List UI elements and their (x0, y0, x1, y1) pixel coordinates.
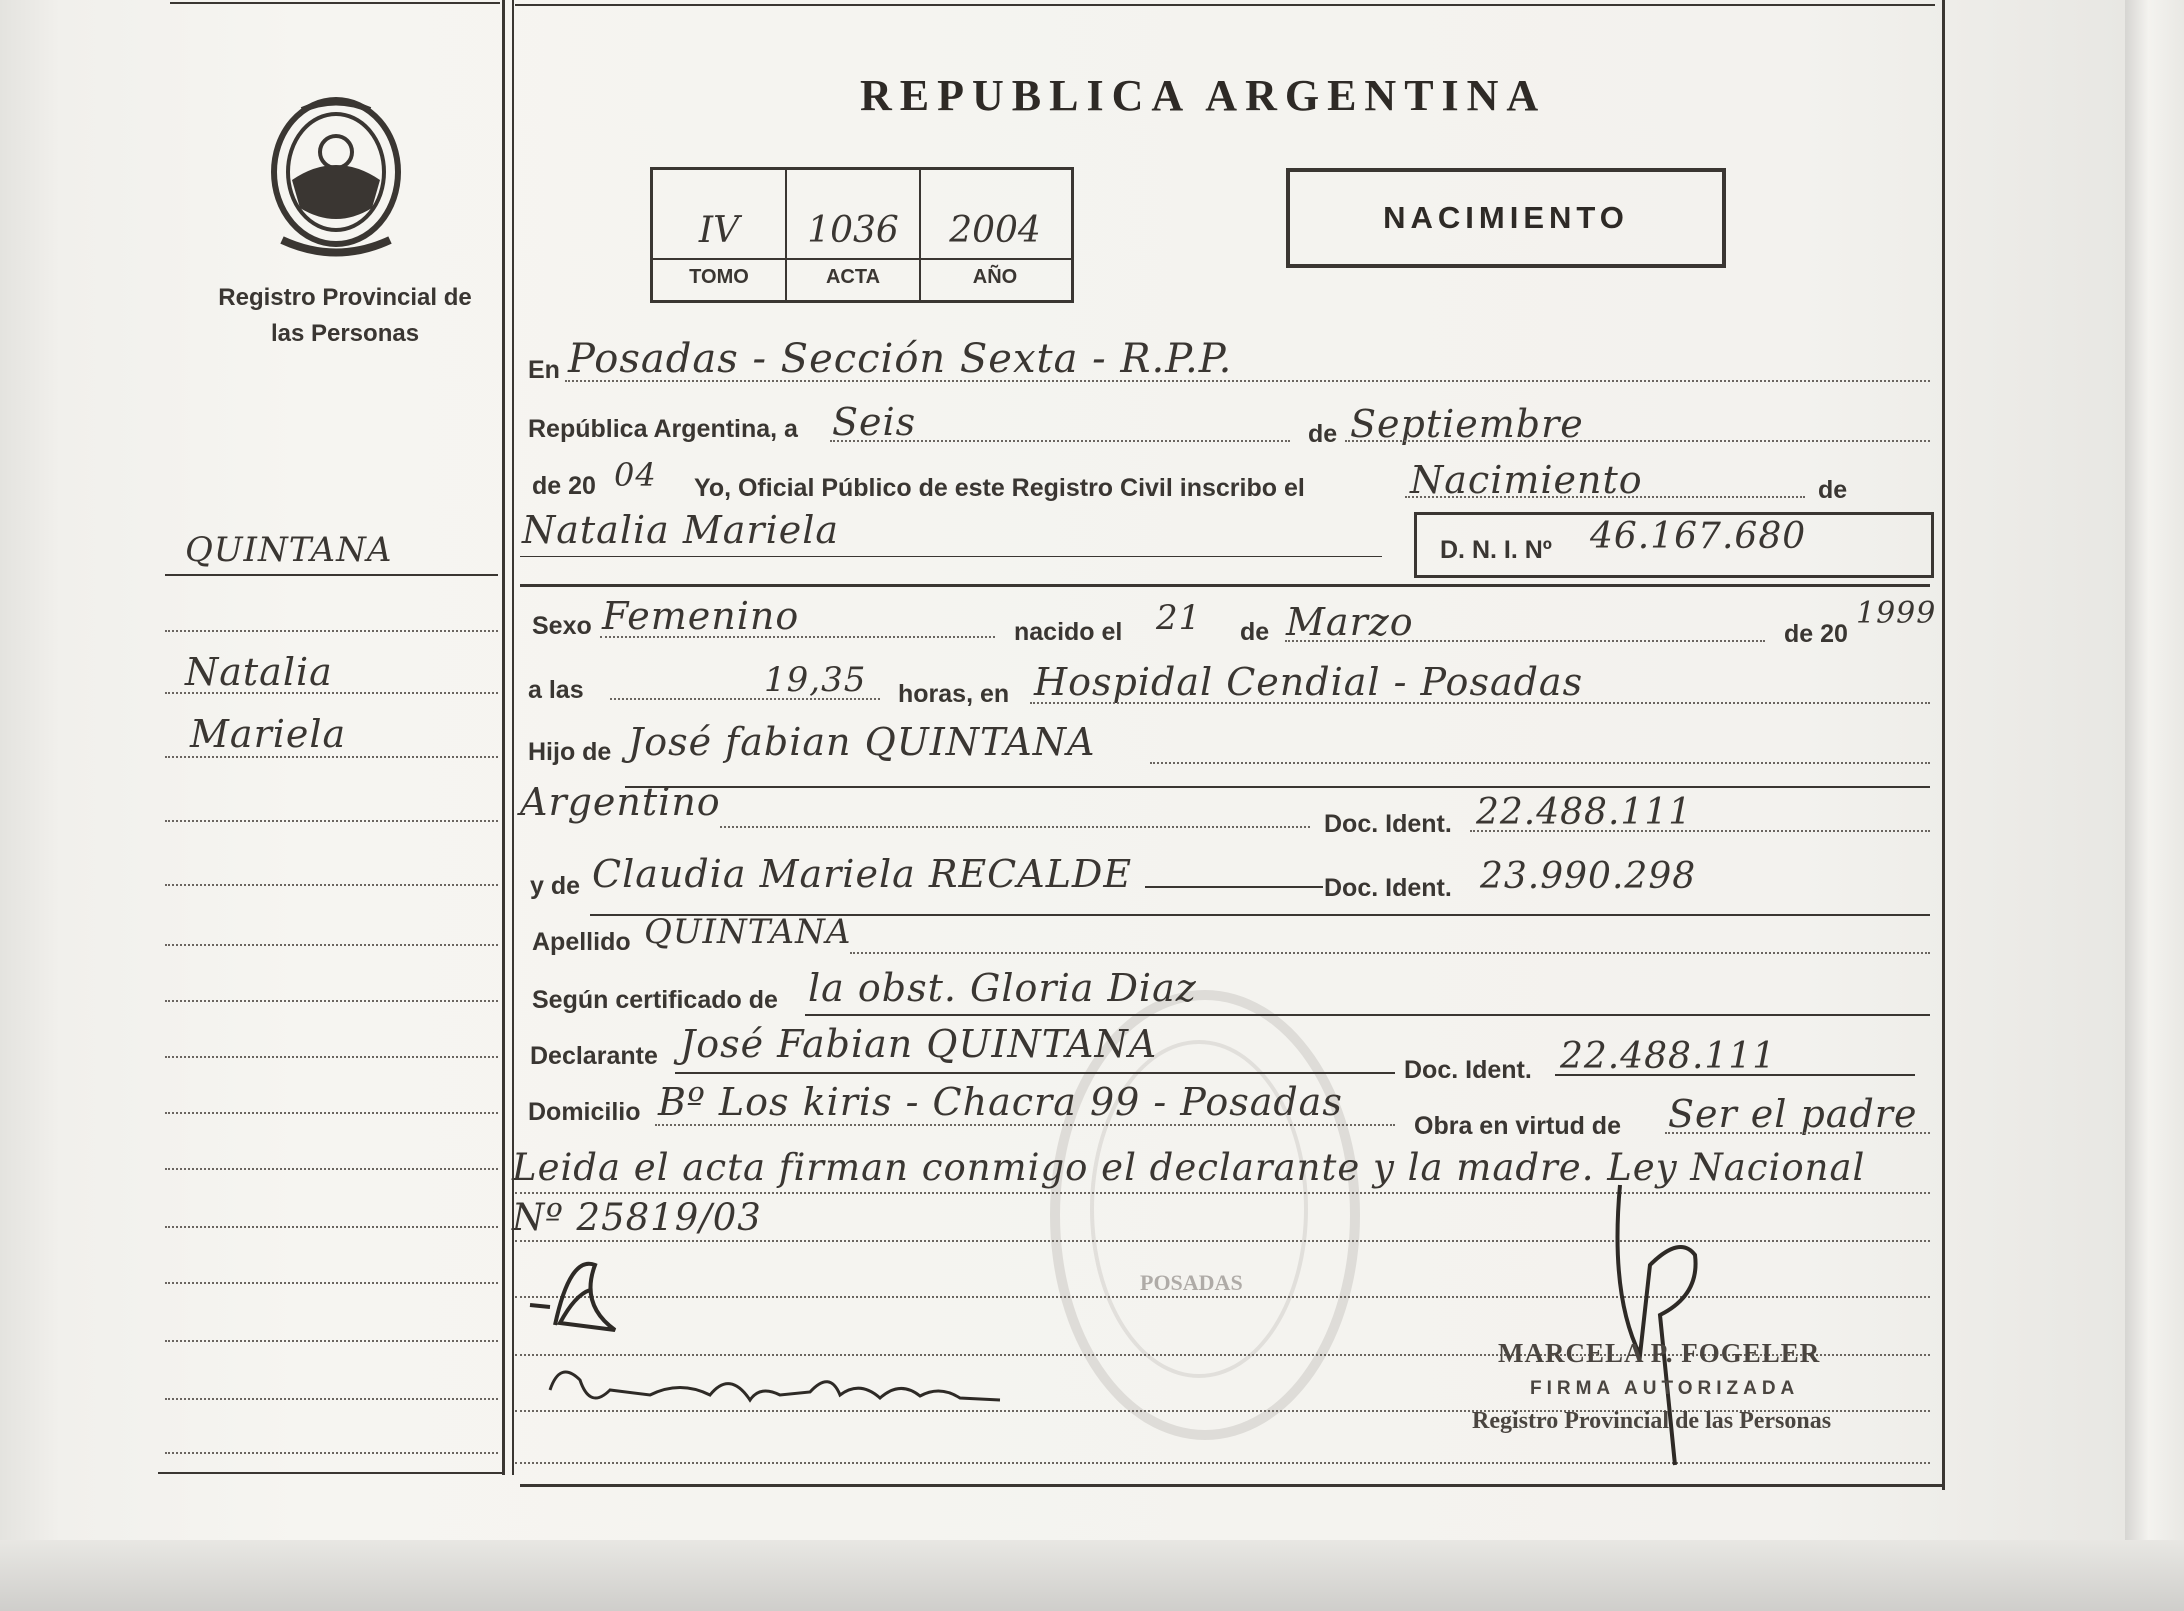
apellido-value: QUINTANA (644, 912, 852, 952)
hijo-label: Hijo de (528, 738, 612, 766)
acta-label: ACTA (825, 266, 881, 288)
anio-label: de 20 (532, 472, 596, 500)
margin-surname: QUINTANA (185, 530, 393, 570)
official-name: MARCELA P. FOGELER (1498, 1338, 1821, 1368)
child-name-value: Natalia Mariela (522, 508, 840, 552)
nacido-anio-value: 1999 (1856, 596, 1937, 631)
anio-value: 2004 (949, 210, 1041, 251)
padre-value: José fabian QUINTANA (628, 720, 1096, 764)
book-bottom-edge (0, 1540, 2184, 1611)
registry-name: Registro Provincial de las Personas (218, 284, 472, 347)
right-border (1942, 0, 1945, 1490)
madre-label: y de (530, 872, 581, 900)
top-rule-right (515, 4, 1935, 6)
acta-value: 1036 (807, 210, 899, 251)
alas-label: a las (528, 676, 584, 704)
next-page-edge (2125, 0, 2184, 1611)
padre-nacionalidad-value: Argentino (520, 780, 721, 824)
document-title: REPUBLICA ARGENTINA (860, 71, 1547, 120)
record-type-box: NACIMIENTO (1286, 168, 1726, 268)
seal-text: POSADAS (1140, 1270, 1243, 1295)
madre-value: Claudia Mariela RECALDE (592, 852, 1133, 896)
en-label: En (528, 356, 560, 384)
inscribo-value: Nacimiento (1410, 458, 1643, 502)
segun-label: Según certificado de (532, 986, 778, 1014)
nota-line-1: Leida el acta firman conmigo el declarante y la madre. Ley Nacional (512, 1146, 1866, 1189)
anio-suffix-value: 04 (614, 456, 657, 494)
nacido-mes-value: Marzo (1286, 600, 1414, 644)
record-table (650, 167, 1074, 303)
doc3-value: 22.488.111 (1560, 1036, 1777, 1077)
mes-de-label: de (1308, 420, 1338, 448)
de2-label: de (1818, 476, 1848, 504)
doc3-label: Doc. Ident. (1404, 1056, 1532, 1084)
margin-divider (502, 0, 505, 1475)
tomo-label: TOMO (689, 266, 749, 288)
inscribo-label: Yo, Oficial Público de este Registro Civil inscribo el (694, 474, 1305, 502)
apellido-label: Apellido (532, 928, 631, 956)
hora-value: 19,35 (764, 660, 867, 700)
provincial-coat-of-arms-icon (262, 90, 410, 260)
margin-name-1: Natalia (185, 650, 333, 694)
en-value: Posadas - Sección Sexta - R.P.P. (568, 336, 1233, 382)
declarante-label: Declarante (530, 1042, 658, 1070)
doc1-value: 22.488.111 (1476, 792, 1693, 833)
nacido-de-label: de (1240, 618, 1270, 646)
dia-value: Seis (832, 400, 917, 444)
dni-label: D. N. I. Nº (1440, 536, 1552, 564)
republica-label: República Argentina, a (528, 415, 798, 443)
lugar-value: Hospidal Cendial - Posadas (1034, 660, 1584, 704)
top-rule-left (170, 2, 500, 4)
sexo-value: Femenino (602, 594, 800, 638)
doc1-label: Doc. Ident. (1324, 810, 1452, 838)
nacido-label: nacido el (1014, 618, 1123, 646)
doc2-value: 23.990.298 (1480, 856, 1697, 897)
obra-label: Obra en virtud de (1414, 1112, 1621, 1140)
domicilio-value: Bº Los kiris - Chacra 99 - Posadas (658, 1080, 1343, 1124)
margin-divider-inner (512, 0, 514, 1475)
margin-name-2: Mariela (190, 712, 347, 756)
domicilio-label: Domicilio (528, 1098, 641, 1126)
nacido-dia-value: 21 (1156, 598, 1202, 638)
mes-value: Septiembre (1350, 402, 1584, 446)
declarant-signature-icon (520, 1245, 630, 1355)
dni-value: 46.167.680 (1590, 516, 1807, 557)
horas-label: horas, en (898, 680, 1010, 708)
official-role: FIRMA AUTORIZADA (1530, 1378, 1800, 1399)
official-org: Registro Provincial de las Personas (1472, 1408, 1832, 1434)
doc2-label: Doc. Ident. (1324, 874, 1452, 902)
nacido-anio-label: de 20 (1784, 620, 1848, 648)
obra-value: Ser el padre (1668, 1092, 1918, 1136)
declarante-value: José Fabian QUINTANA (680, 1022, 1158, 1066)
mother-signature-icon (540, 1350, 1020, 1420)
sexo-label: Sexo (532, 612, 592, 640)
nota-line-2: Nº 25819/03 (512, 1196, 762, 1239)
anio-label: AÑO (972, 266, 1018, 288)
segun-value: la obst. Gloria Diaz (808, 966, 1197, 1010)
tomo-value: IV (698, 210, 740, 251)
